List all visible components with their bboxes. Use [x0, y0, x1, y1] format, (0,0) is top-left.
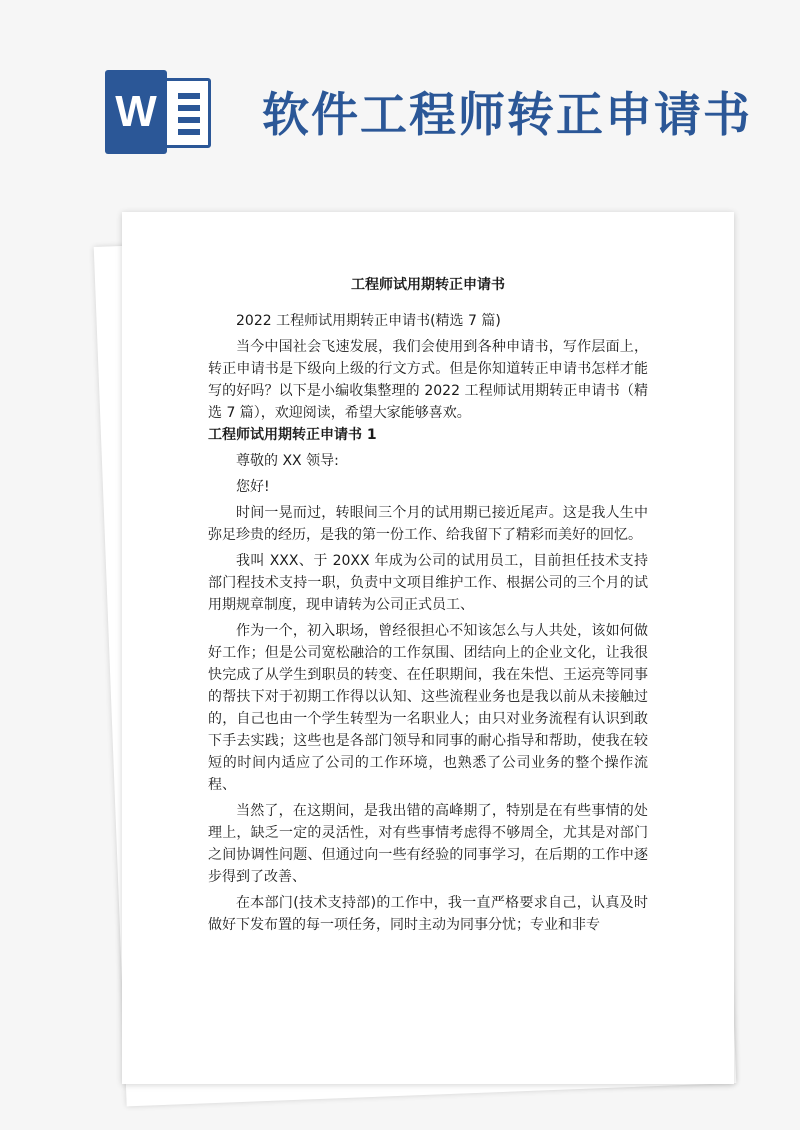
section-heading: 工程师试用期转正申请书 1	[208, 427, 377, 443]
word-doc-icon	[105, 70, 213, 154]
paragraph: 当然了，在这期间，是我出错的高峰期了，特别是在有些事情的处理上，缺乏一定的灵活性，对有些事情考虑得不够周全，尤其是对部门之间协调性问题、但通过向一些有经验的同事学习，在后期的工作中逐步得到了改善、	[208, 803, 648, 885]
paragraph: 在本部门(技术支持部)的工作中，我一直严格要求自己，认真及时做好下发布置的每一项任务，同时主动为同事分忧；专业和非专	[208, 895, 648, 933]
paragraph: 尊敬的 XX 领导:	[236, 453, 339, 469]
paragraph: 时间一晃而过，转眼间三个月的试用期已接近尾声。这是我人生中弥足珍贵的经历，是我的第一份工作、给我留下了精彩而美好的回忆。	[208, 505, 648, 543]
document-page	[122, 212, 734, 1084]
paragraph: 作为一个，初入职场，曾经很担心不知该怎么与人共处，该如何做好工作；但是公司宽松融洽的工作氛围、团结向上的企业文化，让我很快完成了从学生到职员的转变、在任职期间，我在朱恺、王运亮等同事的帮扶下对于初期工作得以认知、这些流程业务也是我以前从未接触过的，自己也由一个学生转型为一名职业人；由只对业务流程有认识到敢下手去实践；这些也是各部门领导和同事的耐心指导和帮助，使我在较短的时间内适应了公司的工作环境，也熟悉了公司业务的整个操作流程、	[208, 623, 648, 793]
paragraph: 当今中国社会飞速发展，我们会使用到各种申请书，写作层面上，转正申请书是下级向上级的行文方式。但是你知道转正申请书怎样才能写的好吗？以下是小编收集整理的 2022 工程师试用期转正申请书（精选 7 篇），欢迎阅读，希望大家能够喜欢。	[208, 339, 648, 421]
word-badge: W	[105, 70, 167, 154]
page-header	[0, 0, 800, 200]
document-title: 工程师试用期转正申请书	[351, 277, 505, 293]
document-body	[208, 310, 648, 936]
banner-title: 软件工程师转正申请书	[262, 88, 752, 143]
paragraph: 您好!	[236, 479, 270, 495]
paragraph: 2022 工程师试用期转正申请书(精选 7 篇)	[236, 313, 501, 329]
paragraph: 我叫 XXX、于 20XX 年成为公司的试用员工，目前担任技术支持部门程技术支持一职，负责中文项目维护工作、根据公司的三个月的试用期规章制度，现申请转为公司正式员工、	[208, 553, 648, 613]
